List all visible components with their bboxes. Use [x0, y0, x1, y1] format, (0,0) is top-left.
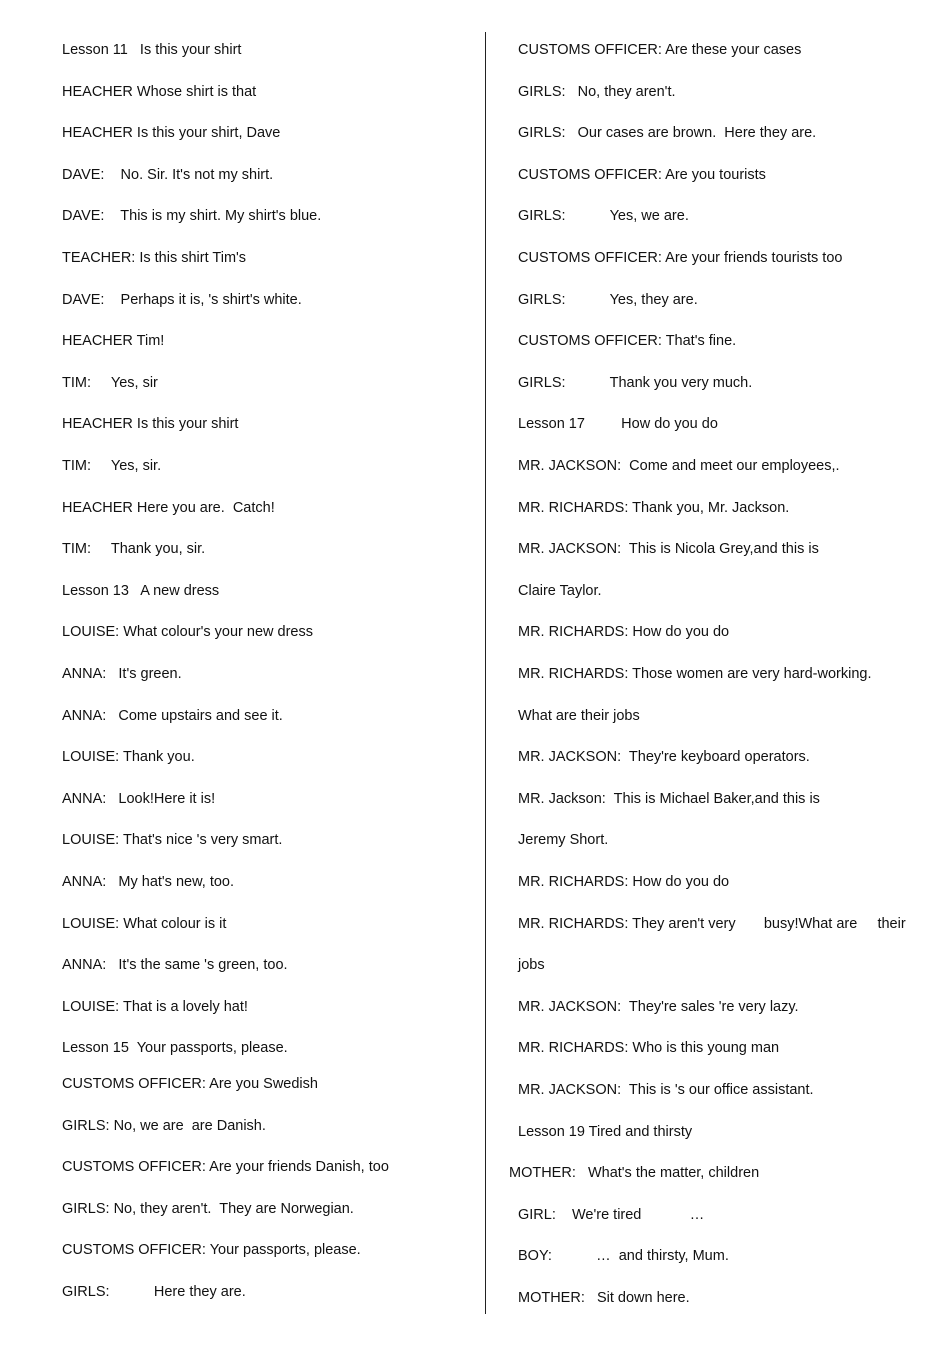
text-line: GIRLS: No, they aren't.	[518, 83, 676, 100]
text-line: CUSTOMS OFFICER: That's fine.	[518, 333, 737, 350]
text-line: GIRLS: No, we are are Danish.	[62, 1117, 266, 1134]
text-line: GIRLS: No, they aren't. They are Norwegian.	[62, 1200, 354, 1217]
text-line: Lesson 11 Is this your shirt	[62, 42, 242, 58]
text-line: DAVE: Perhaps it is, 's shirt's white.	[62, 291, 302, 308]
text-line: GIRL: We're tired …	[518, 1206, 705, 1223]
text-line: MR. RICHARDS: How do you do	[518, 624, 730, 641]
column-divider	[485, 32, 486, 1314]
text-line: CUSTOMS OFFICER: Are these your cases	[518, 42, 802, 58]
text-line: HEACHER Here you are. Catch!	[62, 499, 275, 516]
text-line: GIRLS: Yes, they are.	[518, 291, 698, 308]
text-line: GIRLS: Yes, we are.	[518, 208, 689, 225]
text-line: Lesson 15 Your passports, please.	[62, 1040, 288, 1057]
text-line: BOY: … and thirsty, Mum.	[518, 1248, 729, 1265]
text-line: MR. RICHARDS: Who is this young man	[518, 1040, 780, 1057]
text-line: HEACHER Whose shirt is that	[62, 83, 257, 100]
text-line: MR. JACKSON: They're sales 're very lazy.	[518, 998, 799, 1015]
text-line: GIRLS: Thank you very much.	[518, 374, 753, 391]
text-line: HEACHER Tim!	[62, 333, 165, 350]
text-line: ANNA: It's the same 's green, too.	[62, 957, 288, 974]
text-line: MOTHER: What's the matter, children	[509, 1165, 760, 1182]
text-line: LOUISE: What colour's your new dress	[62, 624, 313, 641]
text-line: HEACHER Is this your shirt	[62, 416, 239, 433]
text-line: DAVE: No. Sir. It's not my shirt.	[62, 166, 274, 183]
text-line: TEACHER: Is this shirt Tim's	[62, 250, 247, 266]
text-line: MR. JACKSON: This is 's our office assistant.	[518, 1082, 814, 1098]
text-line: ANNA: Look!Here it is!	[62, 790, 216, 807]
text-line: What are their jobs	[518, 707, 640, 724]
text-line: MR. RICHARDS: They aren't very busy!What are their	[518, 915, 906, 932]
text-line: TIM: Yes, sir.	[62, 458, 162, 474]
text-line: GIRLS: Our cases are brown. Here they are.	[518, 125, 817, 142]
text-line: MOTHER: Sit down here.	[518, 1290, 690, 1306]
text-line: LOUISE: Thank you.	[62, 749, 195, 766]
text-line: MR. Jackson: This is Michael Baker,and this is	[518, 790, 820, 807]
text-line: CUSTOMS OFFICER: Are you tourists	[518, 166, 766, 183]
text-line: MR. JACKSON: They're keyboard operators.	[518, 749, 810, 766]
text-line: CUSTOMS OFFICER: Are you Swedish	[62, 1076, 318, 1092]
text-line: Claire Taylor.	[518, 582, 602, 599]
text-line: CUSTOMS OFFICER: Are your friends tourists too	[518, 250, 843, 266]
text-line: LOUISE: What colour is it	[62, 915, 227, 932]
text-line: TIM: Yes, sir	[62, 374, 158, 391]
text-line: jobs	[518, 957, 545, 974]
text-line: ANNA: Come upstairs and see it.	[62, 707, 283, 724]
text-line: Lesson 17 How do you do	[518, 416, 718, 433]
text-line: DAVE: This is my shirt. My shirt's blue.	[62, 208, 322, 225]
text-line: Lesson 19 Tired and thirsty	[518, 1123, 693, 1140]
text-line: ANNA: My hat's new, too.	[62, 874, 235, 890]
text-line: MR. RICHARDS: How do you do	[518, 874, 730, 890]
text-line: MR. JACKSON: Come and meet our employees,.	[518, 458, 840, 474]
text-line: MR. RICHARDS: Thank you, Mr. Jackson.	[518, 499, 790, 516]
text-line: MR. RICHARDS: Those women are very hard-working.	[518, 666, 872, 682]
text-line: GIRLS: Here they are.	[62, 1284, 246, 1300]
text-line: TIM: Thank you, sir.	[62, 541, 206, 558]
text-line: Jeremy Short.	[518, 832, 609, 849]
text-line: CUSTOMS OFFICER: Your passports, please.	[62, 1242, 361, 1259]
text-line: LOUISE: That is a lovely hat!	[62, 998, 248, 1015]
text-line: CUSTOMS OFFICER: Are your friends Danish, too	[62, 1159, 389, 1176]
text-line: MR. JACKSON: This is Nicola Grey,and this is	[518, 541, 819, 558]
text-line: LOUISE: That's nice 's very smart.	[62, 832, 283, 849]
text-line: HEACHER Is this your shirt, Dave	[62, 125, 281, 142]
text-line: ANNA: It's green.	[62, 666, 182, 682]
text-line: Lesson 13 A new dress	[62, 582, 220, 599]
